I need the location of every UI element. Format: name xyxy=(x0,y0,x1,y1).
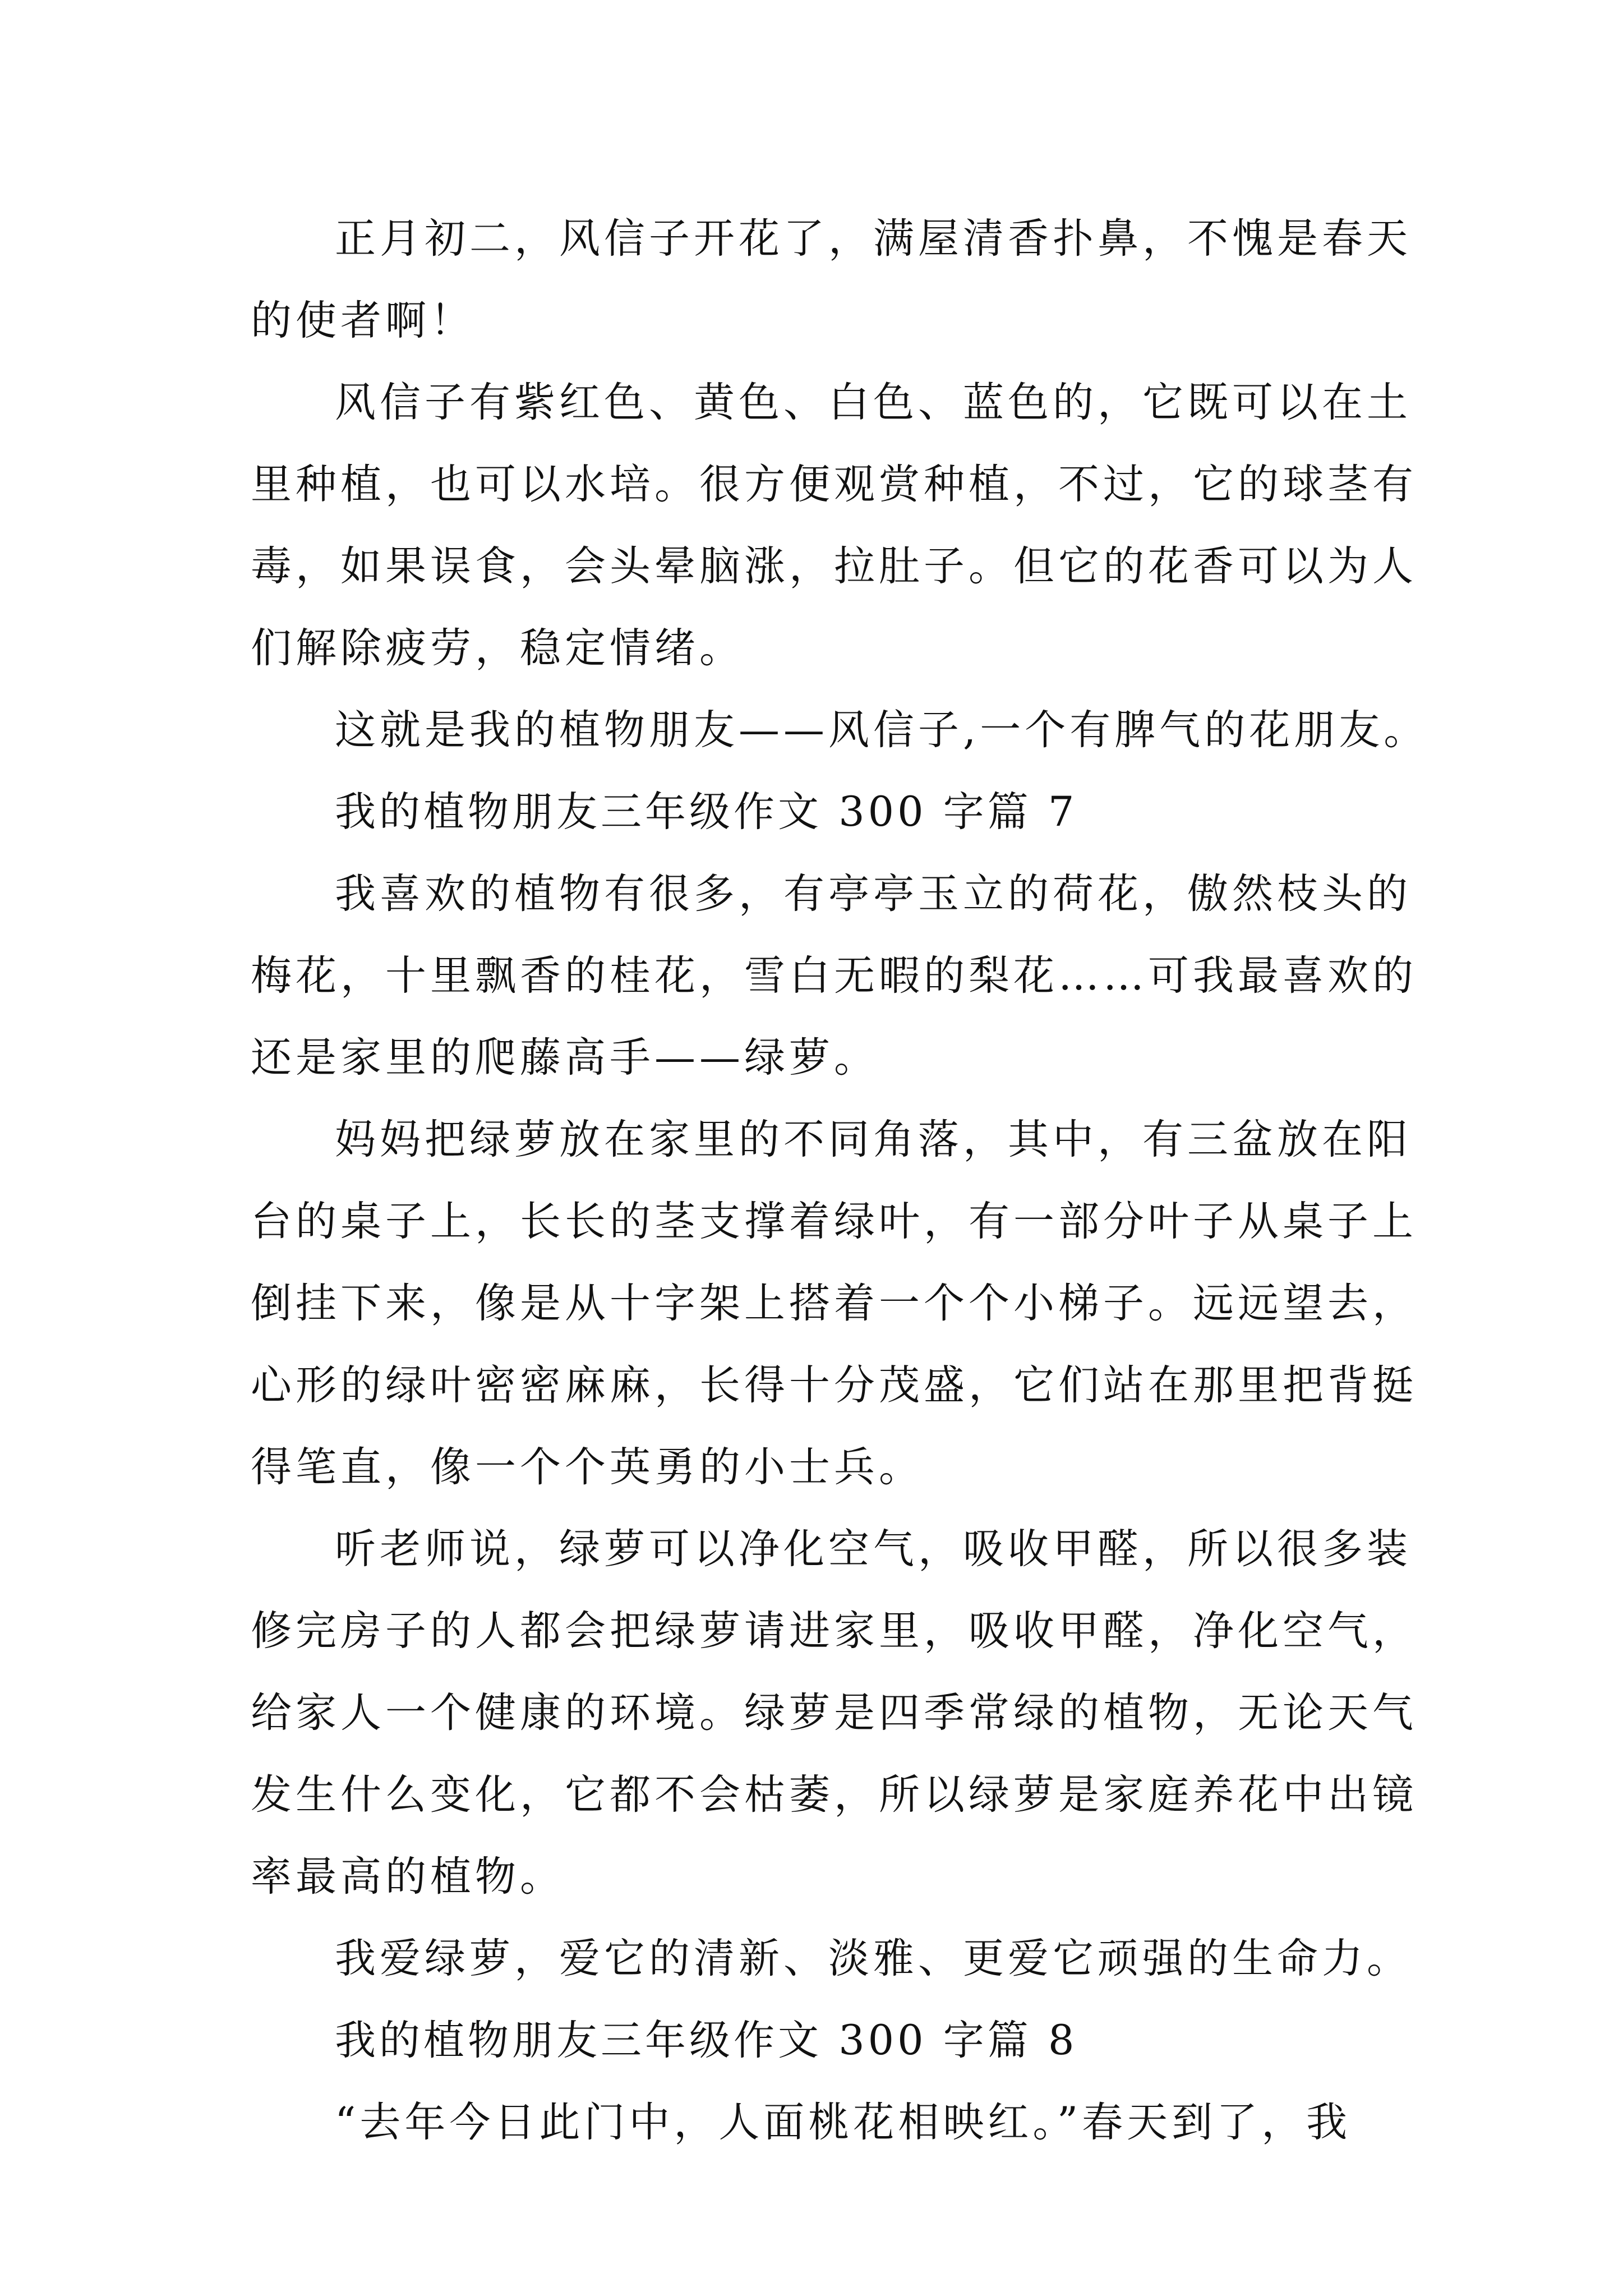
paragraph-line: 台的桌子上，长长的茎支撑着绿叶，有一部分叶子从桌子上 xyxy=(251,1198,1417,1245)
paragraph-line: 得笔直，像一个个英勇的小士兵。 xyxy=(251,1443,924,1491)
paragraph-line: “去年今日此门中，人面桃花相映红。”春天到了，我 xyxy=(335,2099,1352,2146)
paragraph-line: 听老师说，绿萝可以净化空气，吸收甲醛，所以很多装 xyxy=(335,1525,1412,1573)
paragraph-line: 给家人一个健康的环境。绿萝是四季常绿的植物，无论天气 xyxy=(251,1689,1417,1737)
section-heading: 我的植物朋友三年级作文 300 字篇 7 xyxy=(335,788,1078,836)
paragraph-line: 们解除疲劳，稳定情绪。 xyxy=(251,624,744,672)
paragraph-line: 正月初二，风信子开花了，满屋清香扑鼻，不愧是春天 xyxy=(335,215,1412,263)
section-heading: 我的植物朋友三年级作文 300 字篇 8 xyxy=(335,2017,1078,2064)
paragraph-line: 里种植，也可以水培。很方便观赏种植，不过，它的球茎有 xyxy=(251,461,1417,508)
document-body xyxy=(251,212,1429,2178)
paragraph-line: 倒挂下来，像是从十字架上搭着一个个小梯子。远远望去， xyxy=(251,1280,1417,1327)
paragraph-line: 我喜欢的植物有很多，有亭亭玉立的荷花，傲然枝头的 xyxy=(335,870,1412,918)
paragraph-line: 心形的绿叶密密麻麻，长得十分茂盛，它们站在那里把背挺 xyxy=(251,1361,1417,1409)
paragraph-line: 毒，如果误食，会头晕脑涨，拉肚子。但它的花香可以为人 xyxy=(251,542,1417,590)
paragraph-line: 风信子有紫红色、黄色、白色、蓝色的，它既可以在土 xyxy=(335,379,1412,426)
paragraph-line: 修完房子的人都会把绿萝请进家里，吸收甲醛，净化空气， xyxy=(251,1607,1417,1655)
paragraph-line: 还是家里的爬藤高手——绿萝。 xyxy=(251,1034,879,1082)
paragraph-line: 梅花，十里飘香的桂花，雪白无暇的梨花……可我最喜欢的 xyxy=(251,952,1417,1000)
paragraph-line: 发生什么变化，它都不会枯萎，所以绿萝是家庭养花中出镜 xyxy=(251,1771,1417,1819)
paragraph-line: 妈妈把绿萝放在家里的不同角落，其中，有三盆放在阳 xyxy=(335,1116,1412,1163)
paragraph-line: 我爱绿萝，爱它的清新、淡雅、更爱它顽强的生命力。 xyxy=(335,1935,1412,1982)
paragraph-line: 的使者啊！ xyxy=(251,297,475,344)
paragraph-line: 率最高的植物。 xyxy=(251,1853,565,1901)
paragraph-line: 这就是我的植物朋友——风信子,一个有脾气的花朋友。 xyxy=(335,706,1429,754)
